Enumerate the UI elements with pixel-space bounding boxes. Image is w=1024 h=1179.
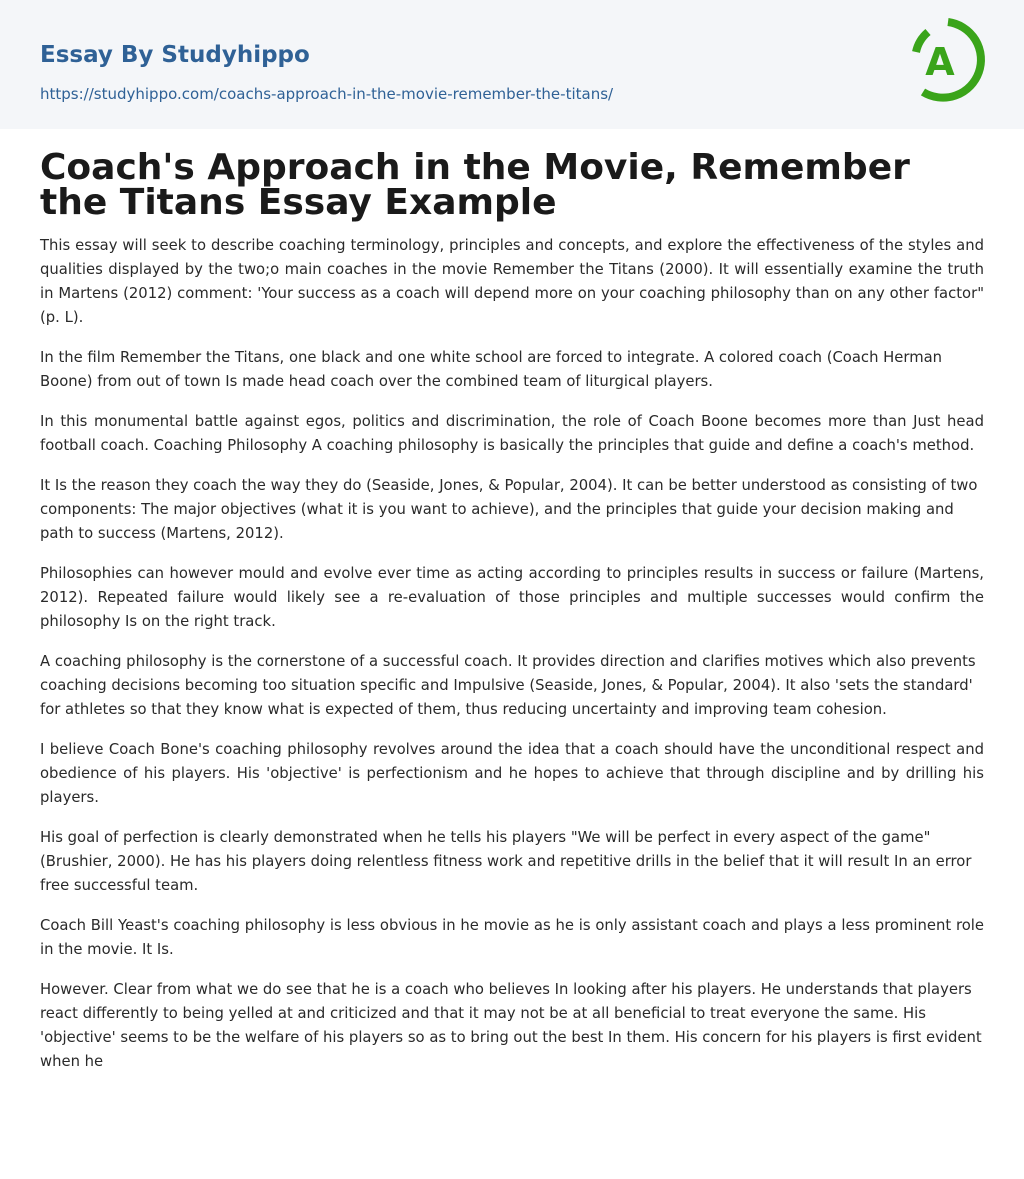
studyhippo-logo-icon[interactable] [910, 18, 986, 106]
essay-paragraph: In the film Remember the Titans, one black and one white school are forced to integrate. A colored coach (Coach Herman Boone) from out of town Is made head coach over the combined team of liturgical players. [40, 349, 943, 390]
essay-paragraph: Coach Bill Yeast's coaching philosophy is less obvious in he movie as he is only assistant coach and plays a less prominent role in the movie. It Is. [40, 917, 984, 958]
essay-title: Coach's Approach in the Movie, Remember the Titans Essay Example [40, 147, 910, 223]
site-brand[interactable]: Essay By Studyhippo [40, 42, 310, 68]
source-url-link[interactable]: https://studyhippo.com/coachs-approach-in-the-movie-remember-the-titans/ [40, 85, 614, 103]
essay-paragraph: I believe Coach Bone's coaching philosophy revolves around the idea that a coach should have the unconditional respect and obedience of his players. His 'objective' is perfectionism and he hopes to achieve that through discipline and by drilling his players. [40, 741, 984, 806]
svg-text:A: A [925, 40, 955, 84]
essay-paragraph: In this monumental battle against egos, politics and discrimination, the role of Coach Boone becomes more than Just head football coach. Coaching Philosophy A coaching philosophy is basically the principles that guide and define a coach's method. [40, 413, 984, 454]
essay-paragraph: A coaching philosophy is the cornerstone of a successful coach. It provides direction and clarifies motives which also prevents coaching decisions becoming too situation specific and Impulsive (Seaside, Jones, & Popular, 2004). It also 'sets the standard' for athletes so that they know what is expected of them, thus reducing uncertainty and improving team cohesion. [40, 653, 976, 718]
site-header [0, 0, 1024, 129]
essay-paragraph: This essay will seek to describe coaching terminology, principles and concepts, and explore the effectiveness of the styles and qualities displayed by the two;o main coaches in the movie Remember the Titans (2000). It will essentially examine the truth in Martens (2012) comment: 'Your success as a coach will depend more on your coaching philosophy than on any other factor" (p. L). [40, 237, 984, 326]
essay-paragraph: Philosophies can however mould and evolve ever time as acting according to principles results in success or failure (Martens, 2012). Repeated failure would likely see a re-evaluation of those principles and multiple successes would confirm the philosophy Is on the right track. [40, 565, 984, 630]
essay-paragraph: His goal of perfection is clearly demonstrated when he tells his players "We will be perfect in every aspect of the game" (Brushier, 2000). He has his players doing relentless fitness work and repetitive drills in the belief that it will result In an error free successful team. [40, 829, 972, 894]
essay-paragraph: However. Clear from what we do see that he is a coach who believes In looking after his players. He understands that players react differently to being yelled at and criticized and that it may not be at all beneficial to treat everyone the same. His 'objective' seems to be the welfare of his players so as to bring out the best In them. His concern for his players is first evident when he [40, 981, 982, 1070]
essay-body [40, 234, 984, 1090]
essay-paragraph: It Is the reason they coach the way they do (Seaside, Jones, & Popular, 2004). It can be better understood as consisting of two components: The major objectives (what it is you want to achieve), and the principles that guide your decision making and path to success (Martens, 2012). [40, 477, 978, 542]
